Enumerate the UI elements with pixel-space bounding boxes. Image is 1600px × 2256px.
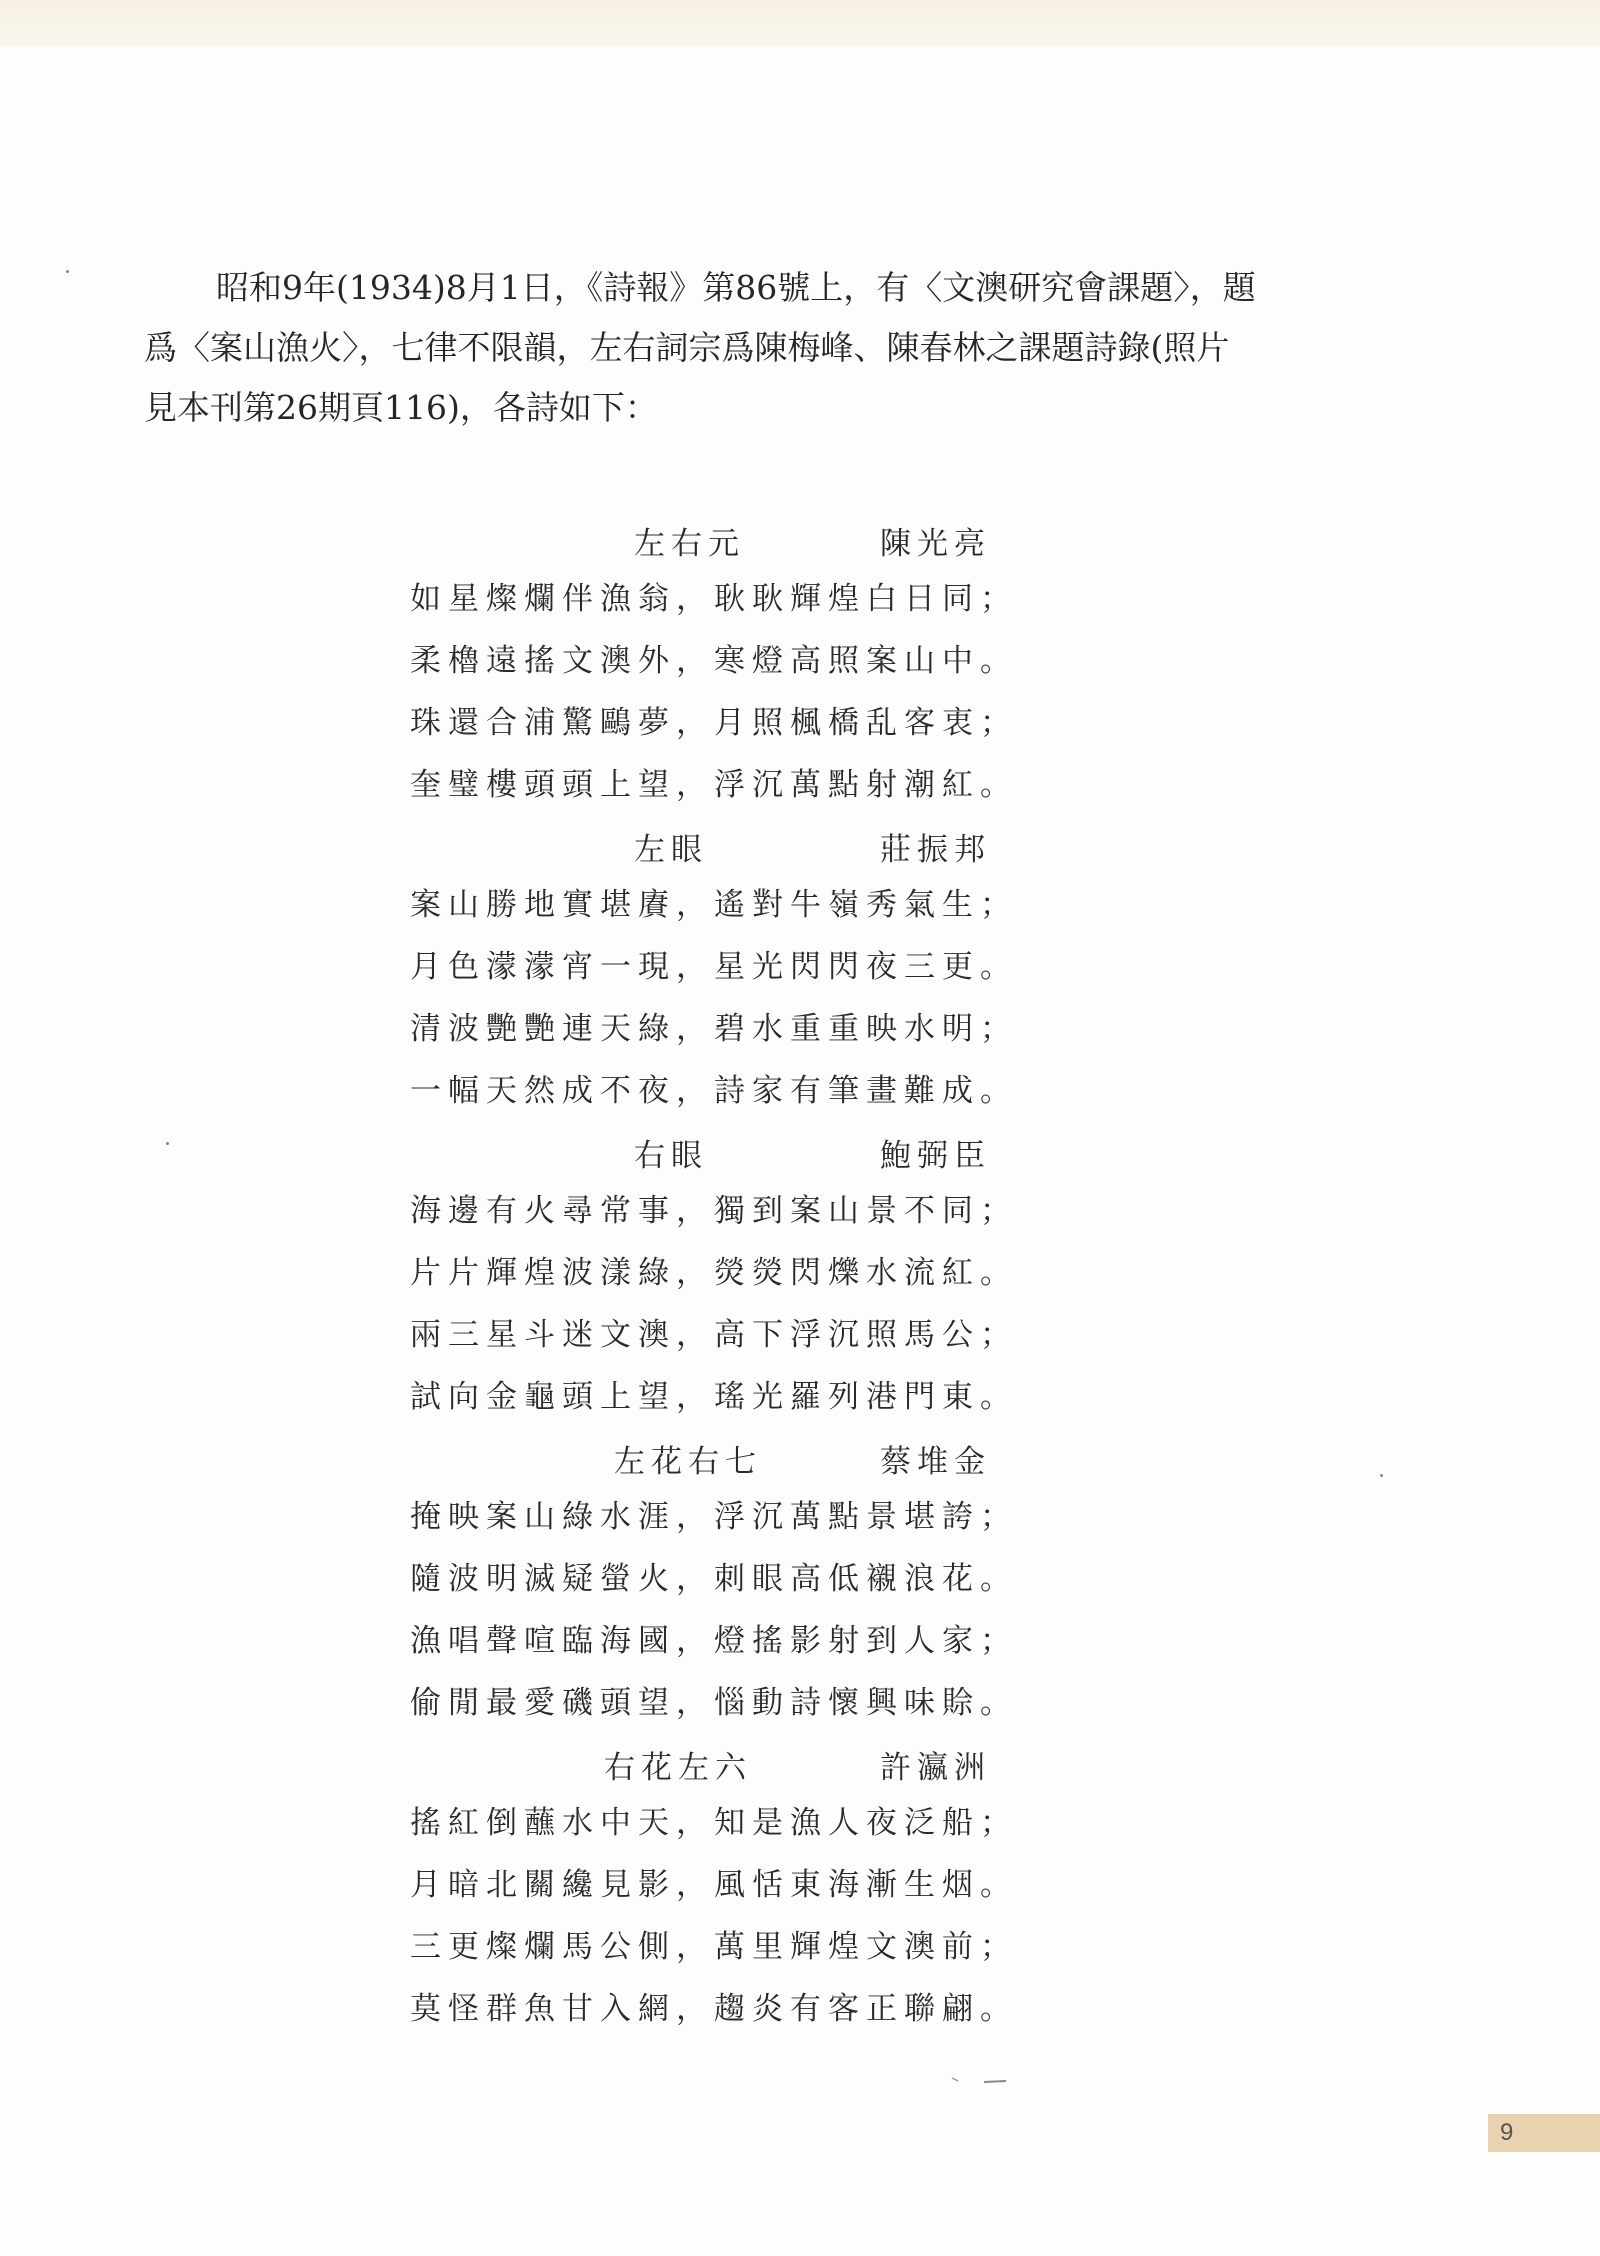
poem bbox=[410, 1122, 1050, 1428]
poem-line: 柔櫓遠搖文澳外，寒燈高照案山中。 bbox=[410, 643, 1018, 679]
poem bbox=[410, 816, 1050, 1122]
poem-header bbox=[410, 1734, 1050, 1792]
poem-header bbox=[410, 1122, 1050, 1180]
poem bbox=[410, 510, 1050, 816]
poem bbox=[410, 1428, 1050, 1734]
intro-line: 爲〈案山漁火〉，七律不限韻，左右詞宗爲陳梅峰、陳春林之課題詩錄(照片 bbox=[144, 328, 1230, 367]
poem-line: 漁唱聲喧臨海國，燈搖影射到人家； bbox=[410, 1623, 1018, 1659]
poem-author: 陳光亮 bbox=[880, 526, 991, 562]
page-number: 9 bbox=[1488, 2114, 1600, 2152]
poem-header bbox=[410, 816, 1050, 874]
poem-line: 月暗北關纔見影，風恬東海漸生烟。 bbox=[410, 1867, 1018, 1903]
poem-line: 片片輝煌波漾綠，熒熒閃爍水流紅。 bbox=[410, 1255, 1018, 1291]
poem-line: 搖紅倒蘸水中天，知是漁人夜泛船； bbox=[410, 1805, 1018, 1841]
poem-line: 海邊有火尋常事，獨到案山景不同； bbox=[410, 1193, 1018, 1229]
poem-author: 莊振邦 bbox=[880, 832, 991, 868]
poem-author: 蔡堆金 bbox=[880, 1444, 991, 1480]
intro-paragraph bbox=[144, 258, 1344, 438]
poem-header bbox=[410, 510, 1050, 568]
poem-rank: 左眼 bbox=[634, 832, 708, 868]
poem-line: 案山勝地實堪賡，遙對牛嶺秀氣生； bbox=[410, 887, 1018, 923]
poem-rank: 右眼 bbox=[634, 1138, 708, 1174]
poem bbox=[410, 1734, 1050, 2040]
poem-line: 月色濛濛宵一現，星光閃閃夜三更。 bbox=[410, 949, 1018, 985]
intro-line: 見本刊第26期頁116)，各詩如下： bbox=[144, 388, 658, 427]
poem-author: 鮑弼臣 bbox=[880, 1138, 991, 1174]
scan-speck bbox=[1380, 1474, 1383, 1477]
poem-line: 一幅天然成不夜，詩家有筆畫難成。 bbox=[410, 1073, 1018, 1109]
poem-header bbox=[410, 1428, 1050, 1486]
poem-rank: 左右元 bbox=[634, 526, 745, 562]
poem-line: 兩三星斗迷文澳，高下浮沉照馬公； bbox=[410, 1317, 1018, 1353]
top-scan-strip bbox=[0, 0, 1600, 46]
poem-line: 隨波明滅疑螢火，刺眼高低襯浪花。 bbox=[410, 1561, 1018, 1597]
poem-line: 掩映案山綠水涯，浮沉萬點景堪誇； bbox=[410, 1499, 1018, 1535]
poem-author: 許瀛洲 bbox=[880, 1750, 991, 1786]
scan-speck bbox=[166, 1142, 169, 1145]
poem-list bbox=[410, 510, 1050, 2040]
poem-line: 奎璧樓頭頭上望，浮沉萬點射潮紅。 bbox=[410, 767, 1018, 803]
poem-rank: 右花左六 bbox=[604, 1750, 752, 1786]
poem-rank: 左花右七 bbox=[614, 1444, 762, 1480]
poem-line: 清波艷艷連天綠，碧水重重映水明； bbox=[410, 1011, 1018, 1047]
intro-line: 昭和9年(1934)8月1日，《詩報》第86號上，有〈文澳研究會課題〉，題 bbox=[216, 268, 1256, 307]
scan-speck bbox=[66, 270, 69, 273]
scan-marks bbox=[950, 2076, 1010, 2086]
poem-line: 莫怪群魚甘入網，趨炎有客正聯翩。 bbox=[410, 1991, 1018, 2027]
poem-line: 如星燦爛伴漁翁，耿耿輝煌白日同； bbox=[410, 581, 1018, 617]
poem-line: 試向金龜頭上望，瑤光羅列港門東。 bbox=[410, 1379, 1018, 1415]
poem-line: 偷閒最愛磯頭望，惱動詩懷興味賒。 bbox=[410, 1685, 1018, 1721]
poem-line: 珠還合浦驚鷗夢，月照楓橋乱客衷； bbox=[410, 705, 1018, 741]
poem-line: 三更燦爛馬公側，萬里輝煌文澳前； bbox=[410, 1929, 1018, 1965]
